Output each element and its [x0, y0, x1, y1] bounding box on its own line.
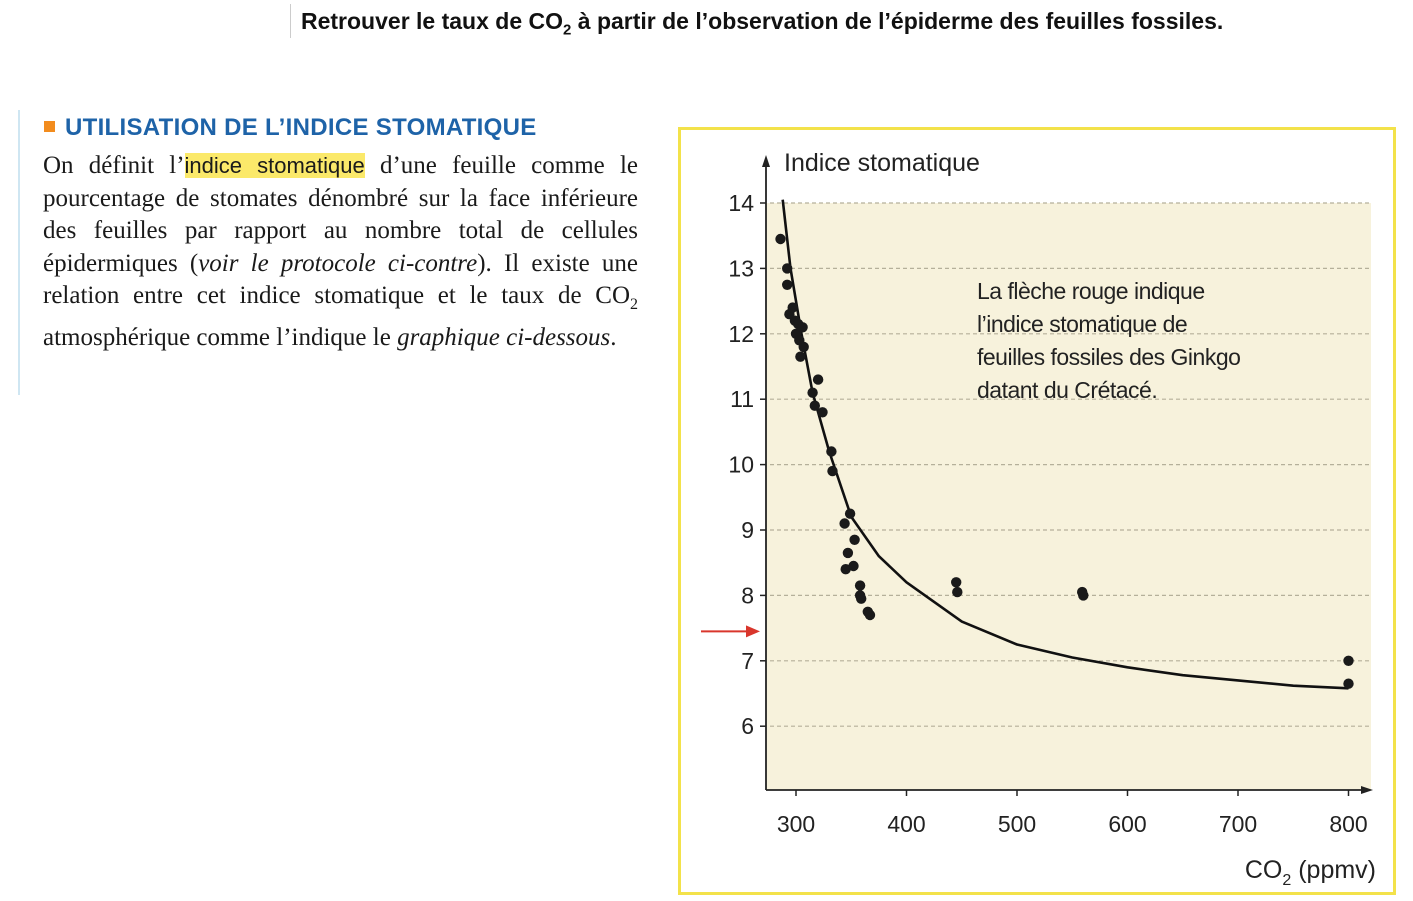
y-tick-label: 9 — [741, 517, 754, 543]
highlighted-term: indice stomatique — [184, 153, 365, 178]
data-point — [795, 352, 805, 362]
y-tick-label: 14 — [728, 190, 754, 216]
data-point — [807, 388, 817, 398]
data-point — [782, 263, 792, 273]
y-tick-label: 12 — [728, 320, 754, 347]
y-tick-label: 8 — [741, 582, 754, 609]
data-point — [865, 610, 875, 620]
x-tick-label: 300 — [776, 811, 816, 837]
data-point — [797, 322, 807, 332]
page-title: Retrouver le taux de $CO_2$ à partir de l’observation de l’épiderme des feuilles fossiles. — [290, 4, 1301, 38]
data-point — [849, 535, 859, 545]
y-axis-title: Indice stomatique — [784, 149, 980, 177]
x-tick-label: 400 — [887, 811, 926, 837]
data-point — [952, 587, 962, 597]
y-tick-label: 13 — [728, 255, 754, 282]
data-point — [826, 446, 836, 456]
data-point — [813, 374, 823, 384]
data-point — [843, 548, 853, 558]
data-point — [817, 407, 827, 417]
data-point — [839, 518, 849, 528]
chart-frame — [678, 127, 1396, 895]
data-point — [855, 580, 865, 590]
y-tick-label: 11 — [730, 386, 754, 413]
data-point — [799, 342, 809, 352]
x-tick-label: 800 — [1329, 811, 1368, 837]
y-tick-label: 7 — [741, 647, 754, 674]
section-heading: UTILISATION DE L’INDICE STOMATIQUE — [44, 114, 537, 142]
x-axis-title: $CO_2$ (ppmv) — [1244, 856, 1376, 889]
data-point — [782, 280, 792, 290]
data-point — [951, 577, 961, 587]
definition-paragraph: On définit l’indice stomatique d’une feuille comme le pourcentage de stomates dénombré sur la face inférieure des feuilles par rapport au nombre total de cellules épidermiques (voir le protocole ci-contre). Il existe une relation entre cet indice stomatique et le taux de $CO_2$ atmosphérique comme l’indique le graphique ci-dessous. — [43, 152, 638, 351]
data-point — [1343, 656, 1353, 666]
data-point — [856, 594, 866, 604]
y-tick-label: 10 — [728, 451, 754, 478]
data-point — [775, 234, 785, 244]
y-tick-label: 6 — [741, 713, 754, 740]
x-tick-label: 600 — [1108, 811, 1147, 837]
stomatic-index-chart — [681, 130, 1399, 898]
chart-annotation: La flèche rouge indique l’indice stomatique de feuilles fossiles des Ginkgo datant du Crétacé. — [977, 278, 1241, 403]
data-point — [841, 564, 851, 574]
data-point — [1078, 590, 1088, 600]
orange-square-icon — [44, 121, 55, 132]
x-tick-label: 500 — [997, 811, 1037, 837]
data-point — [788, 302, 798, 312]
red-arrow-head — [746, 625, 760, 637]
stomatic-index-section — [18, 110, 642, 395]
x-tick-label: 700 — [1218, 811, 1258, 837]
data-point — [827, 466, 837, 476]
data-point — [1343, 679, 1353, 689]
data-point — [845, 509, 855, 519]
